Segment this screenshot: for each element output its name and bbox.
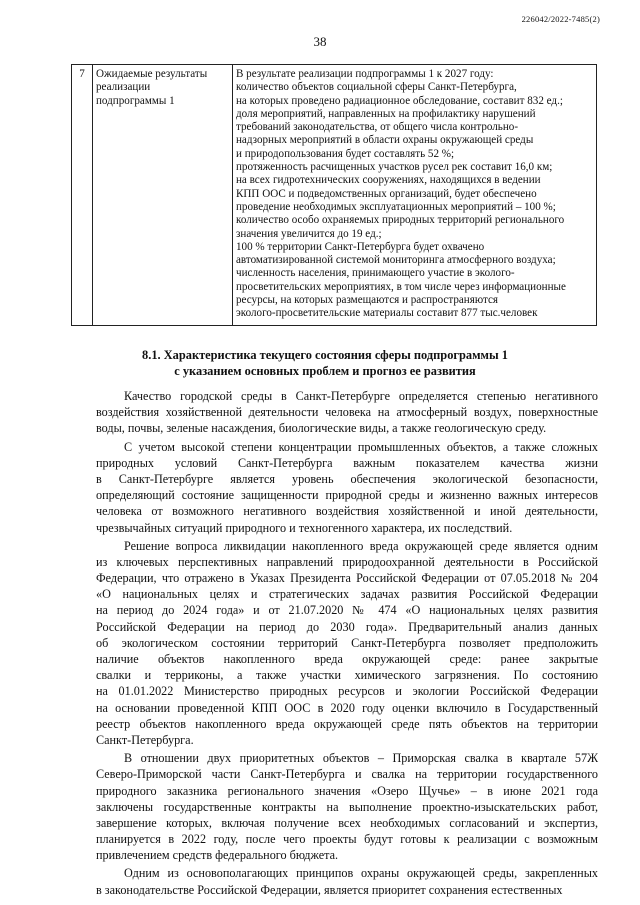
content-line: значения увеличится до 19 ед.;	[236, 227, 382, 240]
paragraph-line: Качество городской среды в Санкт-Петербурге определяется степенью негативного	[124, 389, 598, 403]
paragraph-line: человека от возможного негативного воздействия хозяйственной и иной деятельности,	[96, 504, 598, 519]
section-heading	[90, 347, 560, 379]
paragraph-line: Одним из основополагающих принципов охраны окружающей среды, закрепленных	[124, 866, 598, 881]
content-line: КПП ООС и подведомственных организаций, будет обеспечено	[236, 187, 537, 200]
content-line: просветительских мероприятиях, в том числе через информационные	[236, 280, 566, 293]
paragraph-line: наличие объектов накопленного вреда окружающей среде: ранее закрытые	[96, 652, 598, 666]
section-heading-line-1: 8.1. Характеристика текущего состояния сферы подпрограммы 1	[142, 348, 508, 362]
paragraph	[96, 750, 598, 863]
paragraph-line: чрезвычайных ситуаций природного и техногенного характера, их последствий.	[96, 520, 513, 535]
paragraph-line: реестр объектов накопленного вреда окружающей среде пять объектов на территории	[96, 716, 598, 731]
label-line: Ожидаемые результаты	[96, 68, 208, 80]
row-number: 7	[72, 65, 93, 326]
content-line: 100 % территории Санкт-Петербурга будет охвачено	[236, 240, 485, 253]
paragraph-line: на 01.01.2022 Министерство природных ресурсов и экологии Российской Федерации	[96, 684, 598, 699]
paragraph-line: воды, почвы, зеленые насаждения, биологические виды, а также геологическую среду.	[96, 421, 547, 436]
content-line: проведение необходимых эксплуатационных мероприятий – 100 %;	[236, 200, 556, 213]
paragraph-line: в Санкт-Петербурге является уровень обеспечения экологической безопасности,	[96, 471, 598, 486]
paragraph	[96, 538, 598, 748]
results-table	[71, 64, 597, 326]
paragraph	[96, 439, 598, 536]
paragraph-line: завершение которых, включая получение всех необходимых согласований и экспертиз,	[96, 815, 598, 830]
content-line: численность населения, принимающего участие в эколого-	[236, 267, 515, 280]
content-line: В результате реализации подпрограммы 1 к 2027 году:	[236, 68, 494, 80]
paragraph-line: В отношении двух приоритетных объектов – Приморская свалка в квартале 57Ж	[124, 751, 598, 766]
content-line: количество особо охраняемых природных территорий регионального	[236, 214, 565, 227]
content-line: автоматизированной системой мониторинга атмосферного воздуха;	[236, 254, 556, 267]
label-line: реализации	[96, 81, 151, 94]
content-line: на которых проведено радиационное обследование, составит 832 ед.;	[236, 94, 563, 107]
paragraph-line: об экологическом состоянии территорий Санкт-Петербурга позволяет предположить	[96, 635, 598, 650]
paragraph-line: Северо-Приморской части Санкт-Петербурга и свалка на территории государственного	[96, 767, 598, 782]
document-id: 226042/2022-7485(2)	[521, 14, 600, 24]
row-label	[93, 65, 233, 326]
content-line: требований законодательства, от общего числа контрольно-	[236, 121, 519, 134]
paragraph-line: «О национальных целях и стратегических задачах развития Российской Федерации	[96, 587, 598, 602]
paragraph	[96, 865, 598, 897]
paragraph	[96, 388, 598, 437]
paragraph-line: заключены государственные контракты на выполнение проектно-изыскательских работ,	[96, 799, 598, 814]
content-line: надзорных мероприятий в области охраны окружающей среды	[236, 134, 534, 147]
content-line: доля мероприятий, направленных на профилактику нарушений	[236, 107, 536, 120]
body-text	[96, 388, 598, 900]
paragraph-line: привлечением средств федерального бюджета.	[96, 848, 339, 863]
paragraph-line: планируется в 2022 году, после чего проекты будут готовы к реализации с возможным	[96, 832, 598, 847]
paragraph-line: природного заказника регионального значения «Озеро Щучье» – в июне 2021 года	[96, 783, 598, 798]
paragraph-line: в законодательстве Российской Федерации, является приоритет сохранения естественных	[96, 882, 563, 897]
content-line: эколого-просветительские материалы составит 877 тыс.человек	[236, 307, 538, 320]
paragraph-line: Санкт-Петербурга.	[96, 732, 194, 747]
paragraph-line: определяющий состояние защищенности природной среды и жизненно важных интересов	[96, 488, 598, 503]
paragraph-line: на основании проведенной КПП ООС в 2020 году оценки включило в Государственный	[96, 700, 598, 715]
section-heading-line-2: с указанием основных проблем и прогноз ее развития	[174, 364, 476, 378]
table-row	[72, 65, 597, 326]
paragraph-line: Российской Федерации на период до 2030 года». Предварительный анализ данных	[96, 619, 598, 634]
content-line: ресурсы, на которых размещаются и распространяются	[236, 294, 498, 307]
label-line: подпрограммы 1	[96, 94, 175, 107]
paragraph-line: свалки и терриконы, а также участки химического загрязнения. По состоянию	[96, 668, 598, 683]
paragraph-line: на период до 2024 года» и от 21.07.2020 № 474 «О национальных целях развития	[96, 603, 598, 618]
page-number: 38	[313, 34, 327, 49]
paragraph-line: Федерации, что отражено в Указах Президента Российской Федерации от 07.05.2018 № 204	[96, 571, 598, 586]
content-line: количество объектов социальной сферы Санкт-Петербурга,	[236, 81, 517, 94]
paragraph-line: природных условий Санкт-Петербурга важным показателем качества жизни	[96, 455, 598, 470]
content-line: протяженность расчищенных участков русел рек составит 16,0 км;	[236, 161, 553, 174]
paragraph-line: из ключевых перспективных направлений природоохранной деятельности в Российской	[96, 554, 598, 569]
row-content	[233, 65, 597, 326]
paragraph-line: Решение вопроса ликвидации накопленного вреда окружающей среде является одним	[124, 538, 598, 553]
content-line: и природопользования будет составлять 52 %;	[236, 147, 455, 160]
content-line: на всех гидротехнических сооружениях, находящихся в ведении	[236, 174, 541, 187]
paragraph-line: воздействия хозяйственной деятельности человека на атмосферный воздух, поверхностные	[96, 405, 598, 420]
paragraph-line: С учетом высокой степени концентрации промышленных объектов, а также сложных	[124, 439, 598, 454]
